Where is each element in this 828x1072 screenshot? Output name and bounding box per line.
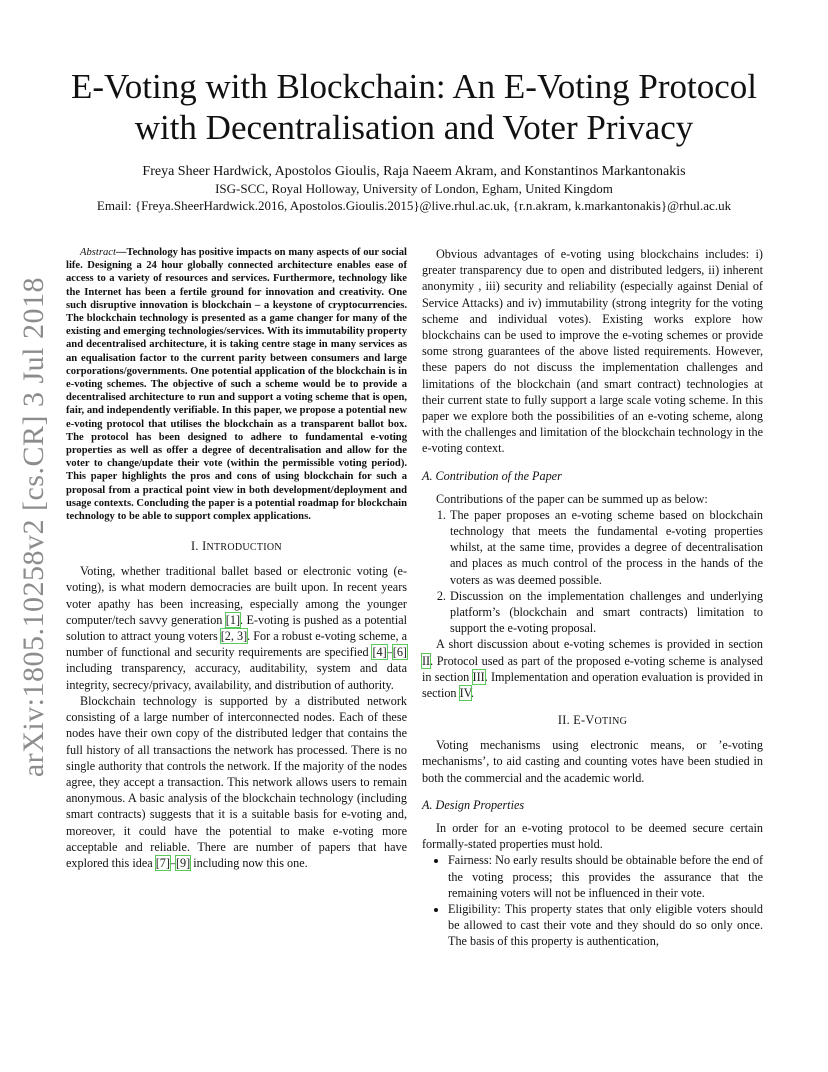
section-number: I. [191,539,203,554]
subsection-heading-design-properties: A. Design Properties [422,797,525,812]
abstract-dash: — [115,247,127,258]
citation-link[interactable]: [7] [155,855,170,870]
section-initial: I [202,539,207,554]
citation-link[interactable]: [6] [392,645,407,660]
arxiv-identifier-stamp [4,277,64,778]
text-run: – [386,645,393,660]
section-heading-evoting [422,713,763,728]
intro-paragraph-3: Obvious advantages of e-voting using blockchains includes: i) greater transparency due to open and distributed ledgers, ii) inherent anonymity , iii) security and reliability (especially against Denial of Service Attacks) and iv) immutability (strong integrity for the voting scheme and individual votes). Existing works explore how blockchains can be used to improve the e-voting schemes or provide some strong guarantees of the above listed requirements. However, these papers do not discuss the implementation challenges and limitations of the blockchain (and smart contract) technologies at their current state to fully support a large scale voting scheme. In this paper we explore both the possibilities of an e-voting scheme, along with the challenges and limitation of the blockchain technology in the e-voting context. [422,247,763,456]
paper-title: E-Voting with Blockchain: An E-Voting Protocol with Decentralisation and Voter Privacy [70,67,758,147]
arxiv-stamp-text: arXiv:1805.10258v2 [cs.CR] 3 Jul 2018 [17,277,50,778]
citation-link[interactable]: [2, 3] [220,629,248,644]
intro-paragraph-2 [66,693,407,871]
subsection-heading-contribution: A. Contribution of the Paper [422,468,562,483]
contribution-list [422,507,763,637]
section-number: II. [557,713,574,728]
abstract [66,246,407,523]
list-item: • Eligibility: This property states that only eligible voters should be allowed to cast their vote and they should do so only once. The basis of this property is authentication, [448,901,763,950]
text-run: including now this one. [190,855,308,870]
section-ref-link[interactable]: IV [459,686,471,701]
outline-paragraph [422,636,763,701]
right-column [422,246,763,950]
contribution-intro: Contributions of the paper can be summed up as below: [436,491,708,506]
section-smallcaps: OTING [594,716,628,728]
section-ref-link[interactable]: II [422,653,431,668]
evoting-paragraph-1: Voting mechanisms using electronic means, or ’e-voting mechanisms’, to aid casting and counting votes have been studied in both the commercial and the academic world. [422,738,763,785]
section-heading-introduction [66,539,407,554]
author-emails: Email: {Freya.SheerHardwick.2016, Apostolos.Gioulis.2015}@live.rhul.ac.uk, {r.n.akram, k.markantonakis}@rhul.ac.uk [96,198,732,213]
citation-link[interactable]: [4] [372,645,387,660]
text-run: . [470,686,474,701]
text-run: Blockchain technology is supported by a distributed network consisting of a large number of interconnected nodes. Each of these nodes have their own copy of the distributed ledger that contains the full history of all transactions the network has processed. There is no single authority that controls the network. If the majority of the nodes agree, they accept a transaction. This network allows users to remain anonymous. A basic analysis of the blockchain technology (including smart contracts) suggests that it is a suitable basis for e-voting and, moreover, it could have the potential to make e-voting more acceptable and reliable. There are number of papers that have explored this idea [66,693,407,870]
text-run: Voting, whether traditional ballet based or electronic voting (e-voting), is what modern democracies are built upon. In recent years voter apathy has been increasing, especially among the younger computer/tech savvy generation [66,564,407,627]
abstract-text: Technology has positive impacts on many aspects of our social life. Designing a 24 hour globally connected architecture enables ease of access to a variety of resources and services. Furthermore, technology like the Internet has been a fertile ground for innovation and creativity. One such disruptive innovation is blockchain – a keystone of cryptocurrencies. The blockchain technology is presented as a game changer for many of the existing and emerging technologies/services. With its immutability property and decentralised architecture, it is taking centre stage in many services as an equalisation factor to the current parity between consumers and large corporations/governments. One potential application of the blockchain is in e-voting schemes. The objective of such a scheme would be to provide a decentralised architecture to run and support a voting scheme that is open, fair, and independently verifiable. In this paper, we propose a potential new e-voting protocol that utilises the blockchain as a transparent ballot box. The protocol has been designed to adhere to fundamental e-voting properties as well as offer a degree of decentralisation and allow for the voter to change/update their vote (within the permissible voting period). This paper highlights the pros and cons of using blockchain for such a proposal from a practical point view in both development/deployment and usage contexts. Concluding the paper is a potential roadmap for blockchain technology to be able to support complex applications. [66,247,407,523]
text-run: . For a robust e-voting scheme, a number of functional and security requirements are specified [66,629,407,660]
text-run: . Protocol used as part of the proposed e-voting scheme is analysed in section [422,653,763,684]
author-list: Freya Sheer Hardwick, Apostolos Gioulis, Raja Naeem Akram, and Konstantinos Markantonakis [142,164,686,179]
list-item: 1. The paper proposes an e-voting scheme based on blockchain technology that meets the fundamental e-voting properties whilst, at the same time, provides a degree of decentralisation and places as much control of the process in the hands of the voters as was deemed possible. [449,507,763,588]
text-run: . Implementation and operation evaluation is provided in section [422,669,763,701]
section-initial: E-V [573,713,595,728]
citation-link[interactable]: [1] [225,612,241,627]
properties-list [422,852,763,949]
design-properties-intro: In order for an e-voting protocol to be deemed secure certain formally-stated properties must hold. [422,820,763,852]
affiliation: ISG-SCC, Royal Holloway, University of London, Egham, United Kingdom [215,181,613,196]
text-run: . E-voting is pushed as a potential solution to attract young voters [66,612,408,644]
section-smallcaps: NTRODUCTION [206,542,282,554]
intro-paragraph-1 [66,563,407,693]
text-run: A short discussion about e-voting schemes is provided in section [436,637,763,652]
abstract-label: Abstract [80,247,116,258]
list-item: • Fairness: No early results should be obtainable before the end of the voting process; this provides the assurance that the remaining voters will not be influenced in their vote. [448,852,763,901]
section-ref-link[interactable]: III [472,669,485,684]
list-item: 2. Discussion on the implementation challenges and underlying platform’s (blockchain and smart contracts) limitation to support the e-voting proposal. [449,588,763,637]
text-run: including transparency, accuracy, auditability, system and data integrity, secrecy/privacy, availability, and distribution of authority. [66,661,407,692]
citation-link[interactable]: [9] [176,855,191,870]
left-column [66,246,407,871]
text-run: – [169,855,176,870]
